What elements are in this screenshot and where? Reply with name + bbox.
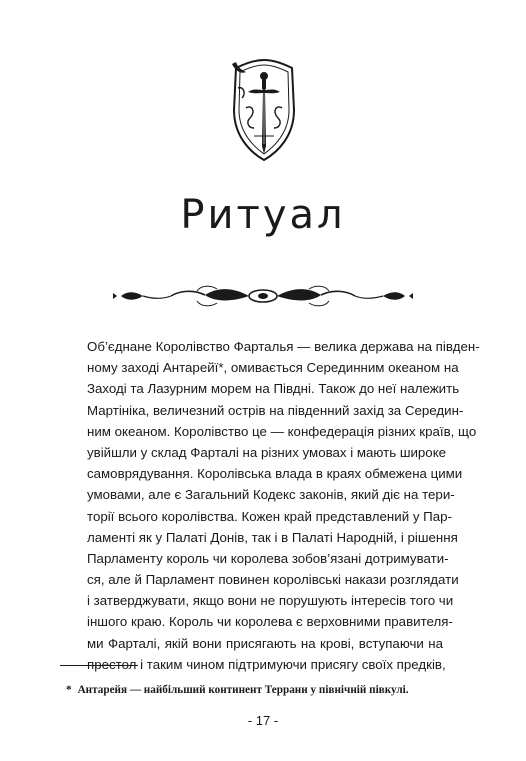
chapter-title: Ритуал	[180, 192, 346, 238]
body-line: Заході та Лазурним морем на Півдні. Також до неї належить	[87, 381, 460, 397]
body-line: ному заході Антарейї*, омивається Серединним океаном на	[87, 360, 459, 376]
body-line: самоврядування. Королівська влада в краях обмежена цими	[87, 466, 463, 482]
body-line: ми Фарталі, якій вони присягають на крові, вступаючи на	[87, 635, 443, 651]
body-line: Мартініка, величезний острів на південний захід за Середин-	[87, 402, 464, 418]
body-line: торії всього королівства. Кожен край представлений у Пар-	[87, 508, 452, 524]
body-line: Об’єднане Королівство Фарталья — велика держава на півден-	[87, 339, 480, 354]
body-line: ся, але й Парламент повинен королівські накази розглядати	[87, 572, 459, 588]
footnote-rule	[60, 665, 138, 666]
body-paragraph	[87, 336, 480, 675]
page-number: - 17 -	[247, 713, 279, 728]
body-line: увійшли у склад Фарталі на різних умовах і мають широке	[87, 444, 447, 460]
body-line: ламенті як у Палаті Донів, так і в Палаті Народній, і рішення	[87, 529, 458, 545]
footnote-text: Антарейя — найбільший континент Террани у північній півкулі.	[77, 684, 409, 696]
footnote-mark: *	[66, 684, 72, 696]
body-line: і затверджувати, якщо вони не порушують інтересів того чи	[87, 593, 454, 609]
body-line: ним океаном. Королівство це — конфедерація різних країв, що	[87, 423, 477, 439]
ornament-divider-icon	[113, 283, 413, 309]
body-line: умовами, але є Загальний Кодекс законів, який діє на тери-	[87, 487, 455, 503]
body-line: іншого краю. Король чи королева є верховними правителя-	[87, 614, 453, 630]
shield-sword-emblem-icon	[228, 58, 300, 164]
footnote	[66, 684, 466, 696]
body-line: Парламенту король чи королева зобов’язані дотримувати-	[87, 550, 449, 566]
body-line: престол і таким чином підтримуючи присягу своїх предків,	[87, 656, 446, 672]
